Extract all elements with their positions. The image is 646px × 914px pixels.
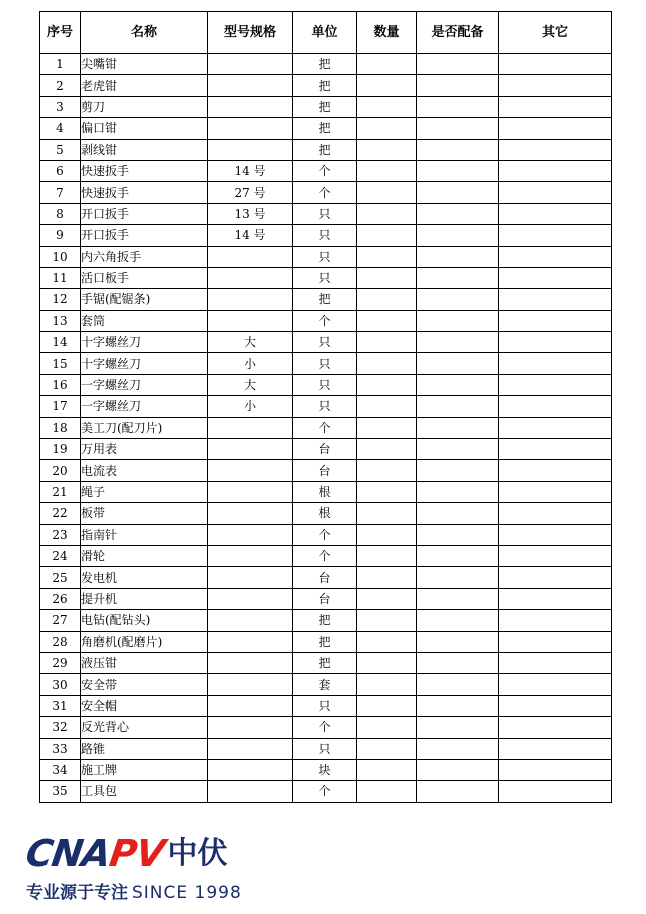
cell-unit: 根 [293, 503, 357, 524]
cell-equipped [417, 289, 499, 310]
table-row [40, 503, 612, 524]
cell-equipped [417, 503, 499, 524]
cell-unit: 根 [293, 481, 357, 502]
table-row [40, 439, 612, 460]
cell-spec [208, 289, 293, 310]
cell-quantity [357, 246, 417, 267]
header-qty: 数量 [357, 12, 417, 54]
cell-number: 17 [40, 396, 81, 417]
table-row [40, 396, 612, 417]
table-row [40, 567, 612, 588]
cell-other [499, 567, 612, 588]
cell-spec [208, 610, 293, 631]
cell-unit: 台 [293, 588, 357, 609]
cell-other [499, 738, 612, 759]
table-row [40, 588, 612, 609]
table-row [40, 717, 612, 738]
cell-quantity [357, 54, 417, 75]
cell-spec [208, 460, 293, 481]
cell-other [499, 267, 612, 288]
cell-other [499, 503, 612, 524]
cell-spec [208, 652, 293, 673]
cell-number: 10 [40, 246, 81, 267]
cell-unit: 把 [293, 54, 357, 75]
table-row [40, 289, 612, 310]
table-row [40, 310, 612, 331]
table-row [40, 610, 612, 631]
cell-equipped [417, 588, 499, 609]
cell-unit: 只 [293, 396, 357, 417]
cell-quantity [357, 610, 417, 631]
cell-name: 开口扳手 [81, 203, 208, 224]
tagline-text: 专业源于专注 [26, 883, 128, 903]
cell-other [499, 674, 612, 695]
cell-quantity [357, 353, 417, 374]
cell-spec [208, 588, 293, 609]
brand-cna: CNA [23, 832, 113, 875]
cell-spec: 14 号 [208, 160, 293, 181]
cell-number: 6 [40, 160, 81, 181]
cell-unit: 把 [293, 118, 357, 139]
table-row [40, 374, 612, 395]
cell-number: 28 [40, 631, 81, 652]
cell-number: 35 [40, 781, 81, 802]
cell-spec [208, 481, 293, 502]
cell-spec [208, 503, 293, 524]
cell-equipped [417, 781, 499, 802]
table-body [40, 54, 612, 803]
cell-equipped [417, 481, 499, 502]
cell-equipped [417, 738, 499, 759]
cell-quantity [357, 695, 417, 716]
cell-spec [208, 118, 293, 139]
cell-other [499, 96, 612, 117]
table-row [40, 695, 612, 716]
table-row [40, 759, 612, 780]
table-row [40, 781, 612, 802]
table-row [40, 96, 612, 117]
cell-quantity [357, 781, 417, 802]
table-row [40, 524, 612, 545]
header-name: 名称 [81, 12, 208, 54]
table-row [40, 118, 612, 139]
cell-quantity [357, 759, 417, 780]
cell-name: 活口板手 [81, 267, 208, 288]
cell-unit: 只 [293, 374, 357, 395]
cell-name: 安全带 [81, 674, 208, 695]
cell-other [499, 652, 612, 673]
cell-quantity [357, 75, 417, 96]
cell-other [499, 631, 612, 652]
cell-name: 快速扳手 [81, 182, 208, 203]
cell-quantity [357, 503, 417, 524]
cell-quantity [357, 481, 417, 502]
cell-name: 老虎钳 [81, 75, 208, 96]
cell-number: 3 [40, 96, 81, 117]
table-row [40, 631, 612, 652]
brand-pv: PV [106, 832, 167, 875]
cell-spec: 大 [208, 332, 293, 353]
cell-name: 剥线钳 [81, 139, 208, 160]
table-row [40, 160, 612, 181]
cell-equipped [417, 460, 499, 481]
cell-equipped [417, 139, 499, 160]
table-row [40, 267, 612, 288]
cell-spec [208, 674, 293, 695]
cell-number: 32 [40, 717, 81, 738]
cell-spec [208, 139, 293, 160]
table-row [40, 225, 612, 246]
cell-quantity [357, 717, 417, 738]
cell-unit: 把 [293, 610, 357, 631]
cell-spec [208, 417, 293, 438]
cell-other [499, 353, 612, 374]
cell-other [499, 396, 612, 417]
cell-number: 1 [40, 54, 81, 75]
table-row [40, 353, 612, 374]
cell-equipped [417, 695, 499, 716]
cell-other [499, 310, 612, 331]
header-other: 其它 [499, 12, 612, 54]
cell-other [499, 439, 612, 460]
company-logo [23, 832, 296, 908]
cell-quantity [357, 374, 417, 395]
cell-equipped [417, 332, 499, 353]
cell-other [499, 332, 612, 353]
cell-other [499, 481, 612, 502]
cell-equipped [417, 118, 499, 139]
cell-name: 万用表 [81, 439, 208, 460]
table-row [40, 75, 612, 96]
cell-quantity [357, 96, 417, 117]
cell-name: 提升机 [81, 588, 208, 609]
cell-other [499, 225, 612, 246]
cell-other [499, 182, 612, 203]
cell-equipped [417, 160, 499, 181]
cell-number: 2 [40, 75, 81, 96]
cell-spec: 小 [208, 396, 293, 417]
cell-unit: 把 [293, 652, 357, 673]
cell-spec [208, 75, 293, 96]
table-row [40, 417, 612, 438]
cell-spec: 14 号 [208, 225, 293, 246]
cell-quantity [357, 567, 417, 588]
cell-unit: 只 [293, 695, 357, 716]
cell-equipped [417, 759, 499, 780]
cell-other [499, 545, 612, 566]
table-row [40, 652, 612, 673]
cell-name: 一字螺丝刀 [81, 396, 208, 417]
cell-spec [208, 524, 293, 545]
cell-equipped [417, 631, 499, 652]
cell-unit: 个 [293, 160, 357, 181]
cell-unit: 只 [293, 332, 357, 353]
cell-spec [208, 545, 293, 566]
cell-name: 滑轮 [81, 545, 208, 566]
cell-name: 一字螺丝刀 [81, 374, 208, 395]
cell-unit: 个 [293, 717, 357, 738]
cell-unit: 台 [293, 439, 357, 460]
cell-equipped [417, 96, 499, 117]
cell-equipped [417, 610, 499, 631]
cell-unit: 只 [293, 267, 357, 288]
header-equipped: 是否配备 [417, 12, 499, 54]
cell-name: 快速扳手 [81, 160, 208, 181]
cell-name: 剪刀 [81, 96, 208, 117]
cell-quantity [357, 396, 417, 417]
cell-quantity [357, 631, 417, 652]
cell-equipped [417, 524, 499, 545]
cell-number: 23 [40, 524, 81, 545]
cell-spec [208, 267, 293, 288]
cell-number: 31 [40, 695, 81, 716]
cell-name: 手锯(配锯条) [81, 289, 208, 310]
cell-name: 开口扳手 [81, 225, 208, 246]
since-text: SINCE 1998 [132, 883, 242, 903]
cell-equipped [417, 225, 499, 246]
cell-unit: 把 [293, 139, 357, 160]
cell-unit: 个 [293, 524, 357, 545]
cell-unit: 个 [293, 781, 357, 802]
cell-equipped [417, 717, 499, 738]
cell-name: 电钻(配钻头) [81, 610, 208, 631]
cell-other [499, 75, 612, 96]
cell-spec: 小 [208, 353, 293, 374]
cell-name: 液压钳 [81, 652, 208, 673]
table-row [40, 54, 612, 75]
cell-spec [208, 738, 293, 759]
cell-equipped [417, 545, 499, 566]
cell-name: 套筒 [81, 310, 208, 331]
cell-unit: 套 [293, 674, 357, 695]
header-unit: 单位 [293, 12, 357, 54]
cell-name: 角磨机(配磨片) [81, 631, 208, 652]
cell-number: 29 [40, 652, 81, 673]
cell-name: 尖嘴钳 [81, 54, 208, 75]
cell-quantity [357, 738, 417, 759]
cell-number: 14 [40, 332, 81, 353]
cell-other [499, 118, 612, 139]
cell-quantity [357, 225, 417, 246]
cell-unit: 块 [293, 759, 357, 780]
cell-number: 26 [40, 588, 81, 609]
cell-unit: 把 [293, 96, 357, 117]
cell-number: 13 [40, 310, 81, 331]
cell-quantity [357, 674, 417, 695]
cell-quantity [357, 417, 417, 438]
cell-quantity [357, 460, 417, 481]
table-row [40, 332, 612, 353]
cell-other [499, 246, 612, 267]
table-row [40, 182, 612, 203]
cell-equipped [417, 182, 499, 203]
cell-name: 路锥 [81, 738, 208, 759]
cell-spec [208, 781, 293, 802]
cell-equipped [417, 310, 499, 331]
cell-quantity [357, 160, 417, 181]
table-row [40, 460, 612, 481]
cell-number: 33 [40, 738, 81, 759]
cell-name: 美工刀(配刀片) [81, 417, 208, 438]
logo-wordmark [23, 832, 228, 876]
cell-unit: 把 [293, 289, 357, 310]
cell-number: 27 [40, 610, 81, 631]
cell-name: 指南针 [81, 524, 208, 545]
cell-equipped [417, 567, 499, 588]
cell-other [499, 781, 612, 802]
cell-unit: 只 [293, 246, 357, 267]
cell-spec [208, 567, 293, 588]
cell-spec [208, 759, 293, 780]
cell-other [499, 759, 612, 780]
cell-unit: 只 [293, 738, 357, 759]
cell-other [499, 695, 612, 716]
cell-number: 9 [40, 225, 81, 246]
cell-spec [208, 310, 293, 331]
cell-equipped [417, 54, 499, 75]
cell-number: 18 [40, 417, 81, 438]
cell-equipped [417, 75, 499, 96]
cell-name: 偏口钳 [81, 118, 208, 139]
cell-number: 11 [40, 267, 81, 288]
cell-name: 十字螺丝刀 [81, 332, 208, 353]
brand-english [23, 832, 167, 876]
cell-name: 施工牌 [81, 759, 208, 780]
cell-spec [208, 695, 293, 716]
cell-spec [208, 96, 293, 117]
logo-tagline [26, 882, 242, 904]
cell-number: 12 [40, 289, 81, 310]
cell-spec [208, 439, 293, 460]
cell-number: 20 [40, 460, 81, 481]
cell-spec: 27 号 [208, 182, 293, 203]
cell-name: 板带 [81, 503, 208, 524]
cell-quantity [357, 118, 417, 139]
cell-equipped [417, 396, 499, 417]
cell-number: 19 [40, 439, 81, 460]
cell-unit: 个 [293, 417, 357, 438]
table-row [40, 203, 612, 224]
cell-number: 30 [40, 674, 81, 695]
cell-quantity [357, 182, 417, 203]
cell-spec: 13 号 [208, 203, 293, 224]
cell-equipped [417, 246, 499, 267]
cell-number: 5 [40, 139, 81, 160]
cell-name: 安全帽 [81, 695, 208, 716]
cell-number: 8 [40, 203, 81, 224]
cell-unit: 个 [293, 545, 357, 566]
cell-name: 反光背心 [81, 717, 208, 738]
cell-quantity [357, 310, 417, 331]
cell-name: 十字螺丝刀 [81, 353, 208, 374]
header-seq: 序号 [40, 12, 81, 54]
table-row [40, 545, 612, 566]
cell-number: 22 [40, 503, 81, 524]
cell-other [499, 588, 612, 609]
cell-equipped [417, 652, 499, 673]
cell-unit: 个 [293, 182, 357, 203]
cell-quantity [357, 332, 417, 353]
cell-unit: 只 [293, 225, 357, 246]
table-row [40, 738, 612, 759]
cell-unit: 把 [293, 631, 357, 652]
cell-quantity [357, 139, 417, 160]
cell-other [499, 717, 612, 738]
cell-name: 工具包 [81, 781, 208, 802]
cell-other [499, 160, 612, 181]
cell-quantity [357, 289, 417, 310]
cell-quantity [357, 524, 417, 545]
cell-unit: 台 [293, 567, 357, 588]
cell-other [499, 417, 612, 438]
header-spec: 型号规格 [208, 12, 293, 54]
cell-name: 内六角扳手 [81, 246, 208, 267]
table-row [40, 674, 612, 695]
cell-equipped [417, 374, 499, 395]
cell-spec [208, 631, 293, 652]
cell-number: 4 [40, 118, 81, 139]
cell-number: 15 [40, 353, 81, 374]
cell-equipped [417, 417, 499, 438]
cell-number: 34 [40, 759, 81, 780]
cell-unit: 只 [293, 353, 357, 374]
cell-quantity [357, 203, 417, 224]
table-row [40, 139, 612, 160]
cell-number: 24 [40, 545, 81, 566]
cell-equipped [417, 203, 499, 224]
cell-unit: 台 [293, 460, 357, 481]
cell-name: 电流表 [81, 460, 208, 481]
cell-unit: 个 [293, 310, 357, 331]
cell-other [499, 610, 612, 631]
cell-number: 16 [40, 374, 81, 395]
cell-name: 绳子 [81, 481, 208, 502]
cell-equipped [417, 267, 499, 288]
cell-spec: 大 [208, 374, 293, 395]
cell-equipped [417, 674, 499, 695]
brand-chinese: 中伏 [167, 836, 228, 871]
cell-name: 发电机 [81, 567, 208, 588]
table-header-row [40, 12, 612, 54]
cell-quantity [357, 545, 417, 566]
cell-quantity [357, 588, 417, 609]
cell-unit: 只 [293, 203, 357, 224]
cell-quantity [357, 267, 417, 288]
cell-other [499, 460, 612, 481]
cell-number: 21 [40, 481, 81, 502]
cell-other [499, 289, 612, 310]
cell-spec [208, 246, 293, 267]
cell-unit: 把 [293, 75, 357, 96]
cell-other [499, 524, 612, 545]
cell-spec [208, 54, 293, 75]
table-row [40, 246, 612, 267]
cell-other [499, 139, 612, 160]
table-row [40, 481, 612, 502]
cell-equipped [417, 439, 499, 460]
cell-other [499, 54, 612, 75]
cell-spec [208, 717, 293, 738]
cell-number: 25 [40, 567, 81, 588]
cell-quantity [357, 652, 417, 673]
cell-other [499, 374, 612, 395]
cell-other [499, 203, 612, 224]
cell-equipped [417, 353, 499, 374]
tool-list-table [39, 11, 612, 803]
cell-number: 7 [40, 182, 81, 203]
cell-quantity [357, 439, 417, 460]
